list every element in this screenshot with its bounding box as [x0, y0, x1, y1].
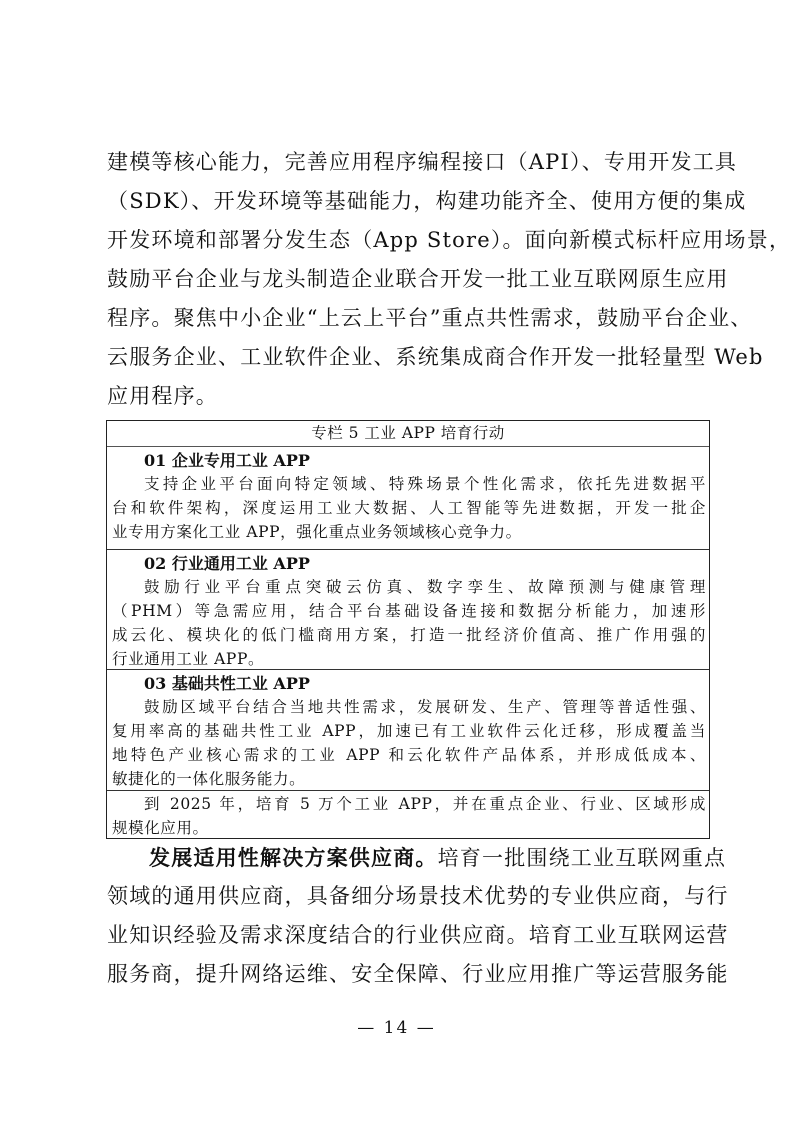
text-line: 规模化应用。 [112, 819, 209, 837]
section-common-app [107, 670, 709, 791]
text-line: 行业通用工业 APP。 [112, 650, 265, 668]
intro-paragraph [107, 143, 792, 416]
text-line: （PHM）等急需应用，结合平台基础设备连接和数据分析能力，加速形 [112, 602, 706, 620]
section-heading: 02 行业通用工业 APP [144, 554, 310, 573]
section-enterprise-app [107, 447, 709, 550]
column-box-title: 专栏 5 工业 APP 培育行动 [107, 421, 709, 447]
text-line: 复用率高的基础共性工业 APP，加速已有工业软件云化迁移，形成覆盖当 [112, 722, 706, 740]
page-number: — 14 — [357, 1018, 436, 1038]
text-line: （SDK）、开发环境等基础能力，构建功能齐全、使用方便的集成 [107, 189, 747, 213]
text-line: 鼓励行业平台重点突破云仿真、数字孪生、故障预测与健康管理 [144, 578, 706, 596]
column-box-table [106, 420, 710, 839]
paragraph-lead-heading: 发展适用性解决方案供应商。 [149, 845, 438, 870]
section-target [107, 791, 709, 838]
text-line [107, 838, 727, 877]
text-line: 支持企业平台面向特定领域、特殊场景个性化需求，依托先进数据平 [144, 475, 706, 493]
text-line: 敏捷化的一体化服务能力。 [112, 770, 306, 788]
section-heading: 03 基础共性工业 APP [144, 674, 310, 693]
section-industry-app [107, 550, 709, 670]
text-line: 建模等核心能力，完善应用程序编程接口（API）、专用开发工具 [107, 150, 738, 174]
text-line: 开发环境和部署分发生态（App Store）。面向新模式标杆应用场景， [107, 228, 792, 252]
text-line: 到 2025 年，培育 5 万个工业 APP，并在重点企业、行业、区域形成 [144, 795, 706, 813]
text-line: 鼓励区域平台结合当地共性需求，发展研发、生产、管理等普适性强、 [144, 698, 706, 716]
text-line: 应用程序。 [107, 384, 218, 408]
text-line: 程序。聚焦中小企业“上云上平台”重点共性需求，鼓励平台企业、 [107, 306, 753, 330]
text-line: 成云化、模块化的低门槛商用方案，打造一批经济价值高、推广作用强的 [112, 626, 706, 644]
text-line: 台和软件架构，深度运用工业大数据、人工智能等先进数据，开发一批企 [112, 499, 706, 517]
text-line: 领域的通用供应商，具备细分场景技术优势的专业供应商，与行 [107, 884, 729, 908]
text-line: 地特色产业核心需求的工业 APP 和云化软件产品体系，并形成低成本、 [112, 746, 706, 764]
text-fragment: 培育一批围绕工业互联网重点 [437, 846, 727, 870]
section-heading: 01 企业专用工业 APP [144, 451, 310, 470]
text-line: 业专用方案化工业 APP，强化重点业务领域核心竞争力。 [112, 523, 522, 541]
solution-paragraph [107, 838, 729, 994]
text-line: 服务商，提升网络运维、安全保障、行业应用推广等运营服务能 [107, 962, 729, 986]
text-line: 业知识经验及需求深度结合的行业供应商。培育工业互联网运营 [107, 923, 729, 947]
text-line: 鼓励平台企业与龙头制造企业联合开发一批工业互联网原生应用 [107, 267, 729, 291]
text-line: 云服务企业、工业软件企业、系统集成商合作开发一批轻量型 Web [107, 345, 764, 369]
